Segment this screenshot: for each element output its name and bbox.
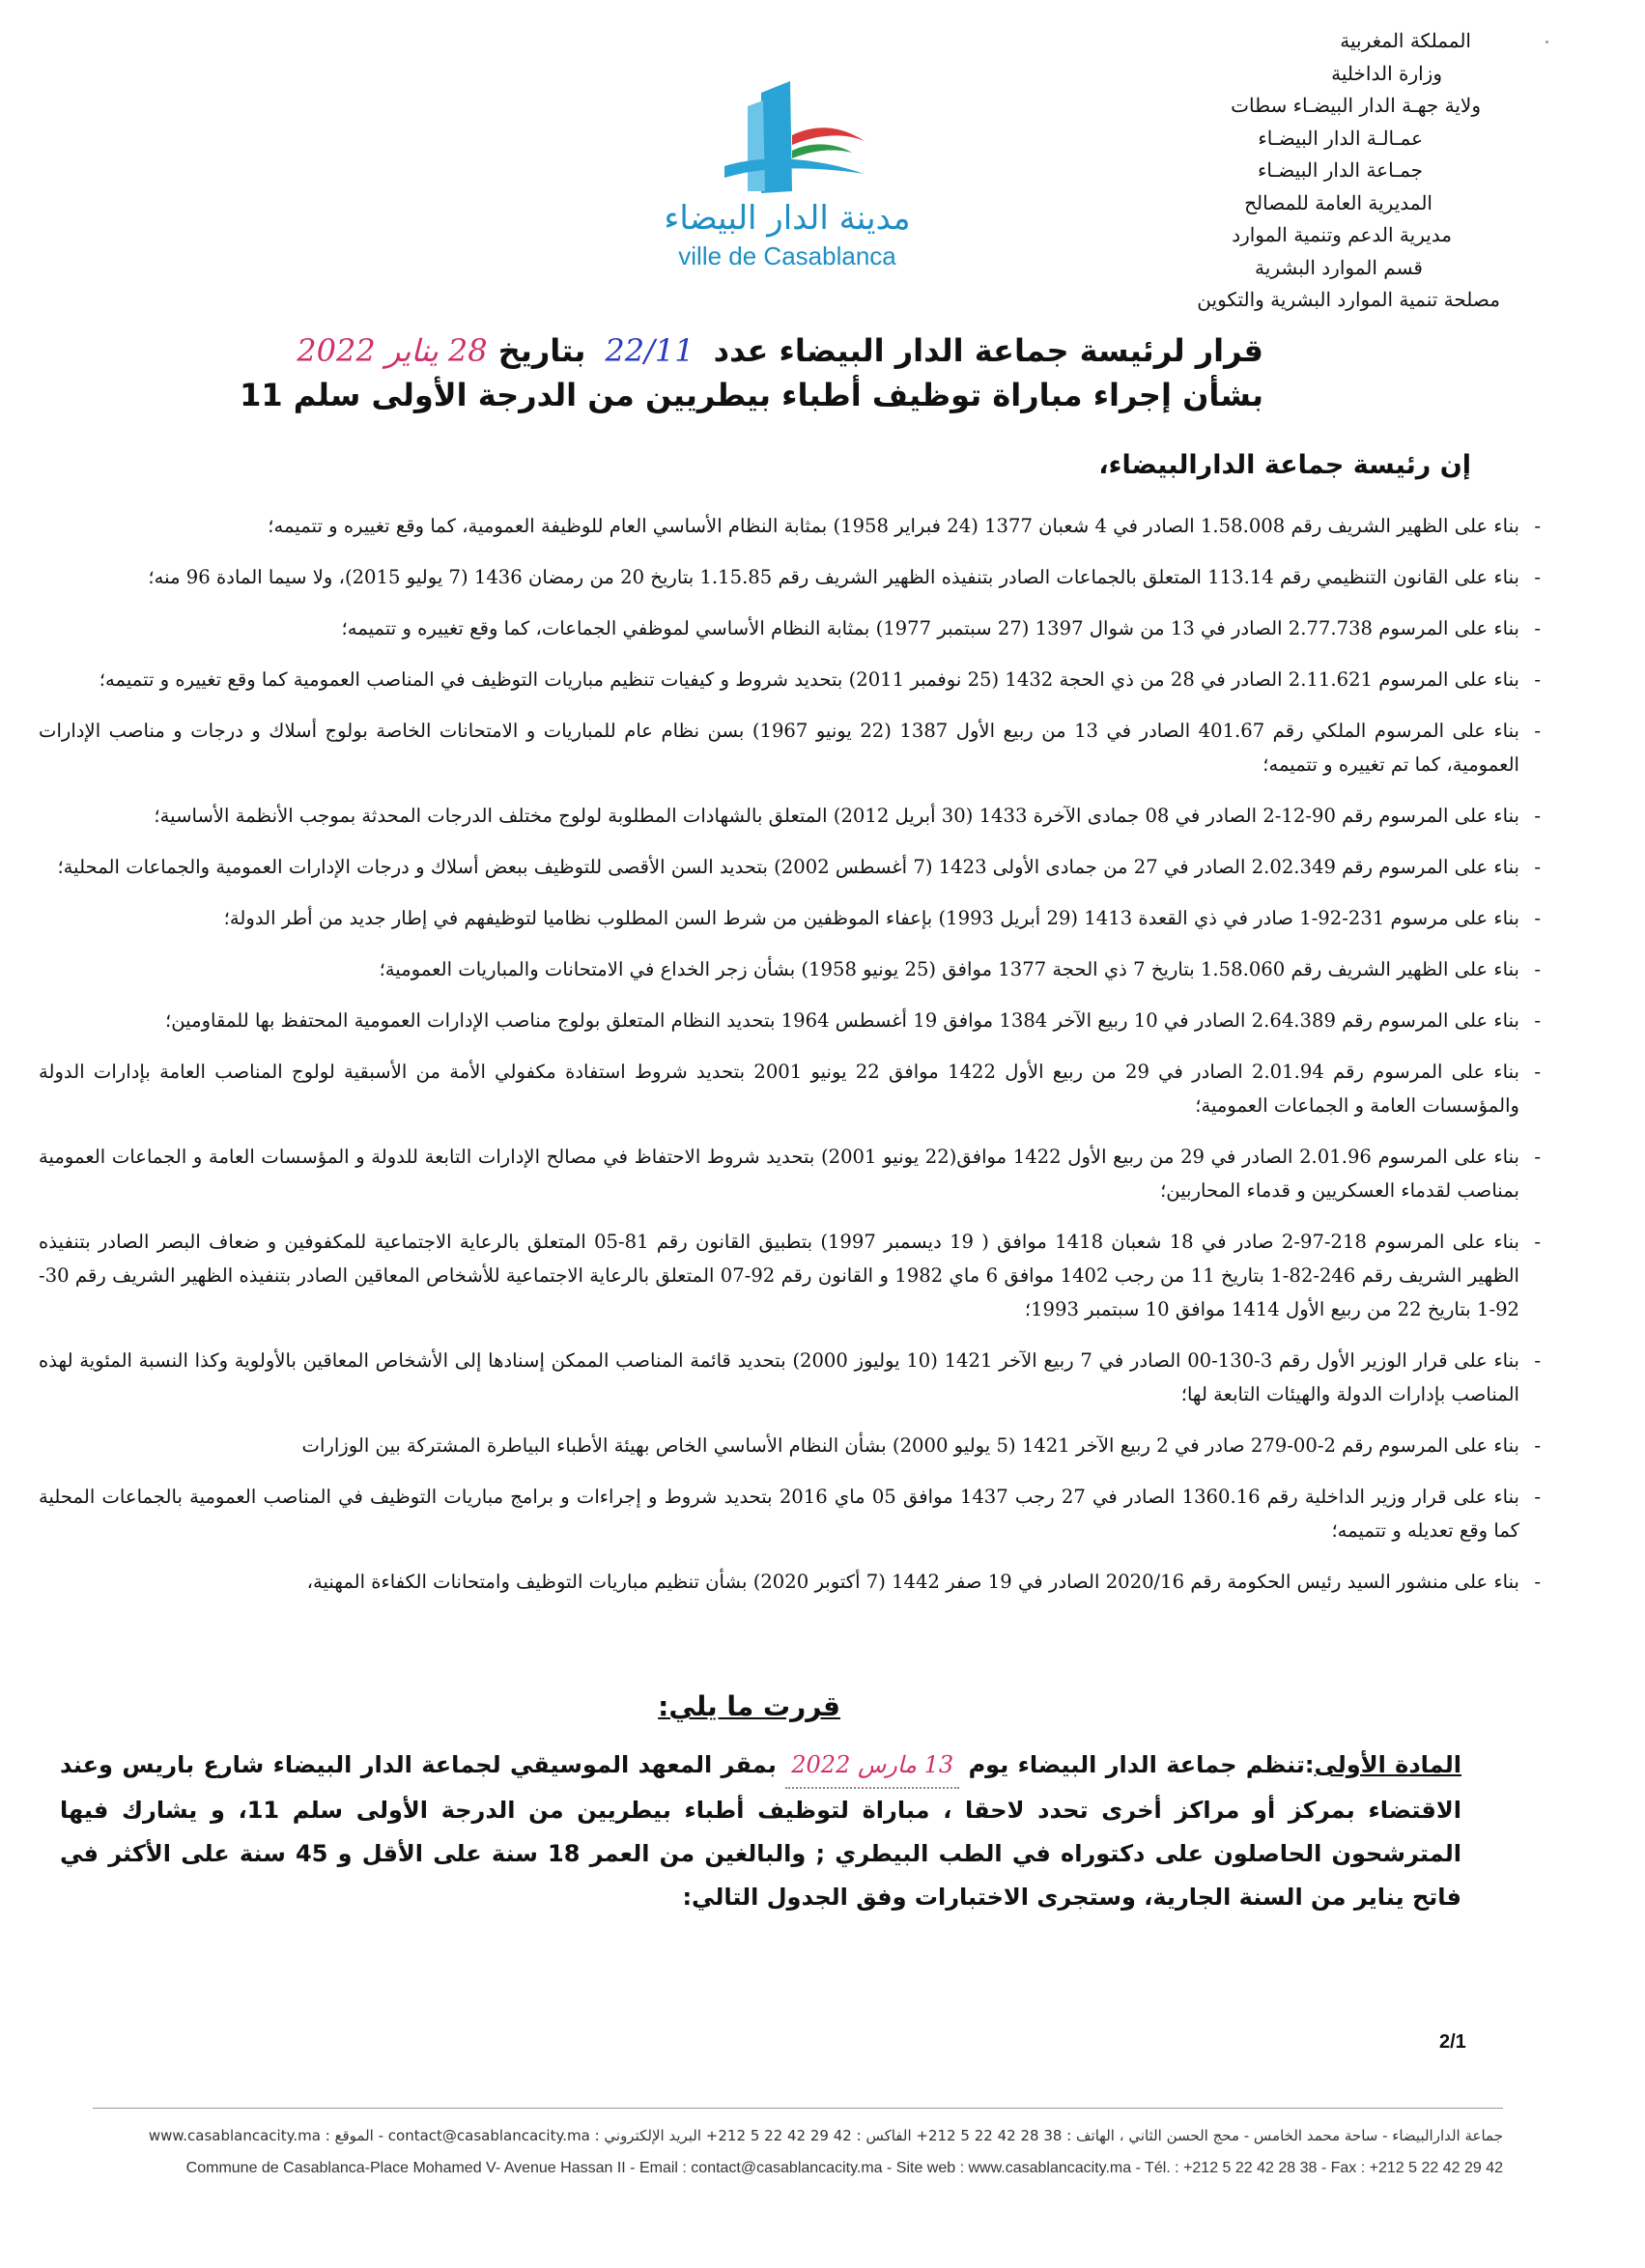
list-item: - بناء على المرسوم 2.01.96 الصادر في 29 من ربيع الأول 1422 موافق(22 يونيو 2001) بتحديد شروط الاحتفاظ في مصالح الإدارات التابعة للدولة و المؤسسات العامة و الجماعات العمومية بمناصب لقدماء العسكريين و قدماء المحاربين؛	[39, 1140, 1541, 1207]
header-line: قسم الموارد البشرية	[1255, 255, 1423, 279]
title-date-label: بتاريخ	[497, 332, 586, 369]
footer-french: Commune de Casablanca-Place Mohamed V- Avenue Hassan II - Email : contact@casablancacity.ma - Site web : www.casablancacity.ma - Tél. : +212 5 22 42 28 38 - Fax : +212 5 22 42 29 42	[185, 2160, 1503, 2176]
casablanca-logo	[647, 77, 927, 270]
intro-line: إن رئيسة جماعة الدارالبيضاء،	[1098, 450, 1471, 480]
list-item: - بناء على منشور السيد رئيس الحكومة رقم 2020/16 الصادر في 19 صفر 1442 (7 أكتوبر 2020) بشأن تنظيم مباريات التوظيف وامتحانات الكفاءة المهنية،	[39, 1565, 1541, 1599]
logo-emblem-icon	[647, 77, 927, 203]
list-item: - بناء على الظهير الشريف رقم 1.58.008 الصادر في 4 شعبان 1377 (24 فبراير 1958) بمثابة النظام الأساسي العام للوظيفة العمومية، كما وقع تغييره و تتميمه؛	[39, 509, 1541, 543]
header-line: ولاية جهـة الدار البيضـاء سطات	[1231, 94, 1481, 117]
header-line: عمـالـة الدار البيضـاء	[1258, 126, 1423, 150]
list-item: - بناء على المرسوم رقم 90-12-2 الصادر في 08 جمادى الآخرة 1433 (30 أبريل 2012) المتعلق بالشهادات المطلوبة لولوج مختلف الدرجات المحدثة بموجب الأنظمة الأساسية؛	[39, 799, 1541, 833]
list-item: - بناء على مرسوم 231-92-1 صادر في ذي القعدة 1413 (29 أبريل 1993) بإعفاء الموظفين من شرط السن المطلوب نظاميا لتوظيفهم في إطار جديد من أطر الدولة؛	[39, 901, 1541, 935]
list-item: - بناء على المرسوم 218-97-2 صادر في 18 شعبان 1418 موافق ( 19 ديسمبر 1997) بتطبيق القانون رقم 81-05 المتعلق بالرعاية الاجتماعية للمكفوفين و ضعاف البصر الصادر بتنفيذه الظهير الشريف رقم 246-82-1 بتاريخ 11 من رجب 1402 موافق 6 ماي 1982 و القانون رقم 92-07 المتعلق بالرعاية الاجتماعية للأشخاص المعاقين الصادر بتنفيذه الظهير الشريف رقم 30-92-1 بتاريخ 22 من ربيع الأول 1414 موافق 10 سبتمبر 1993؛	[39, 1225, 1541, 1326]
ministry-header	[1094, 25, 1500, 317]
list-item: - بناء على المرسوم رقم 2.02.349 الصادر في 27 من جمادى الأولى 1423 (7 أغسطس 2002) بتحديد السن الأقصى للتوظيف ببعض أسلاك و درجات الإدارات العمومية والجماعات المحلية؛	[39, 850, 1541, 884]
decision-title	[240, 328, 1263, 417]
decision-date: 28 يناير 2022	[297, 332, 488, 369]
logo-french-name: ville de Casablanca	[678, 241, 896, 270]
article-1-text-after: بمقر المعهد الموسيقي لجماعة الدار البيضاء شارع باريس وعند الاقتضاء بمركز أو مراكز أخرى تحدد لاحقا ، مباراة لتوظيف أطباء بيطريين من الدرجة الأولى سلم 11، و يشارك فيها المترشحون الحاصلون على دكتوراه في الطب البيطري ; والبالغين من العمر 18 سنة على الأقل و 45 سنة على الأكثر في فاتح يناير من السنة الجارية، وستجرى الاختبارات وفق الجدول التالي:	[60, 1751, 1461, 1911]
article-1-label: المادة الأولى	[1314, 1751, 1461, 1778]
decided-heading: قررت ما يلي:	[658, 1690, 840, 1722]
considerations-list	[39, 509, 1541, 1599]
title-prefix: قرار لرئيسة جماعة الدار البيضاء عدد	[713, 332, 1263, 369]
list-item: - بناء على المرسوم رقم 2.64.389 الصادر في 10 ربيع الآخر 1384 موافق 19 أغسطس 1964 بتحديد النظام المتعلق بولوج مناصب الإدارات العمومية المحتفظ بها للمقاومين؛	[39, 1004, 1541, 1037]
list-item: - بناء على المرسوم رقم 2-00-279 صادر في 2 ربيع الآخر 1421 (5 يوليو 2000) بشأن النظام الأساسي الخاص بهيئة الأطباء البياطرة المشتركة بين الوزارات	[39, 1429, 1541, 1462]
header-line: جمـاعة الدار البيضـاء	[1257, 158, 1423, 182]
list-item: - بناء على المرسوم 2.77.738 الصادر في 13 من شوال 1397 (27 سبتمبر 1977) بمثابة النظام الأساسي لموظفي الجماعات، كما وقع تغييره و تتميمه؛	[39, 611, 1541, 645]
logo-arabic-name: مدينة الدار البيضاء	[664, 199, 911, 238]
list-item: - بناء على المرسوم رقم 2.01.94 الصادر في 29 من ربيع الأول 1422 موافق 22 يونيو 2001 بتحديد شروط استفادة مكفولي الأمة من الأسبقية لولوج المناصب العامة بإدارات الدولة والمؤسسات العامة و الجماعات العمومية؛	[39, 1055, 1541, 1122]
list-item: - بناء على قرار وزير الداخلية رقم 1360.16 الصادر في 27 رجب 1437 موافق 05 ماي 2016 بتحديد شروط و إجراءات و برامج مباريات التوظيف في المناصب العمومية بالجماعات المحلية كما وقع تعديله و تتميمه؛	[39, 1480, 1541, 1547]
article-1-text-before: :تنظم جماعة الدار البيضاء يوم	[968, 1751, 1315, 1778]
header-line: مديرية الدعم وتنمية الموارد	[1232, 223, 1452, 246]
title-line-2: بشأن إجراء مباراة توظيف أطباء بيطريين من الدرجة الأولى سلم 11	[240, 377, 1263, 413]
scan-speck	[1546, 41, 1548, 43]
article-1-handwritten-date: 13 مارس 2022	[785, 1744, 959, 1789]
footer-arabic: جماعة الدارالبيضاء - ساحة محمد الخامس - محج الحسن الثاني ، الهاتف : 38 28 42 22 5 212+ الفاكس : 42 29 42 22 5 212+ البريد الإلكتروني : contact@casablancacity.ma - الموقع : www.casablancacity.ma	[148, 2127, 1503, 2144]
article-1	[60, 1744, 1461, 1919]
header-line: مصلحة تنمية الموارد البشرية والتكوين	[1197, 288, 1500, 311]
header-line: المملكة المغربية	[1340, 29, 1471, 52]
page-number: 2/1	[1439, 2031, 1466, 2053]
list-item: - بناء على المرسوم 2.11.621 الصادر في 28 من ذي الحجة 1432 (25 نوفمبر 2011) بتحديد شروط و كيفيات تنظيم مباريات التوظيف في المناصب العمومية كما وقع تغييره و تتميمه؛	[39, 663, 1541, 696]
decision-number: 22/11	[605, 332, 695, 369]
footer-divider	[93, 2108, 1503, 2109]
header-line: وزارة الداخلية	[1331, 61, 1442, 85]
list-item: - بناء على قرار الوزير الأول رقم 3-130-00 الصادر في 7 ربيع الآخر 1421 (10 يوليوز 2000) بتحديد قائمة المناصب الممكن إسنادها إلى الأشخاص المعاقين بالأولوية وكذا النسبة المئوية لهذه المناصب بإدارات الدولة والهيئات التابعة لها؛	[39, 1344, 1541, 1411]
title-line-1	[240, 328, 1263, 373]
list-item: - بناء على الظهير الشريف رقم 1.58.060 بتاريخ 7 ذي الحجة 1377 موافق (25 يونيو 1958) بشأن زجر الخداع في الامتحانات والمباريات العمومية؛	[39, 952, 1541, 986]
header-line: المديرية العامة للمصالح	[1244, 190, 1432, 214]
list-item: - بناء على المرسوم الملكي رقم 401.67 الصادر في 13 من ربيع الأول 1387 (22 يونيو 1967) بسن نظام عام للمباريات و الامتحانات الخاصة بولوج أسلاك و درجات و مناصب الإدارات العمومية، كما تم تغييره و تتميمه؛	[39, 714, 1541, 781]
list-item: - بناء على القانون التنظيمي رقم 113.14 المتعلق بالجماعات الصادر بتنفيذه الظهير الشريف رقم 1.15.85 بتاريخ 20 من رمضان 1436 (7 يوليو 2015)، ولا سيما المادة 96 منه؛	[39, 560, 1541, 594]
